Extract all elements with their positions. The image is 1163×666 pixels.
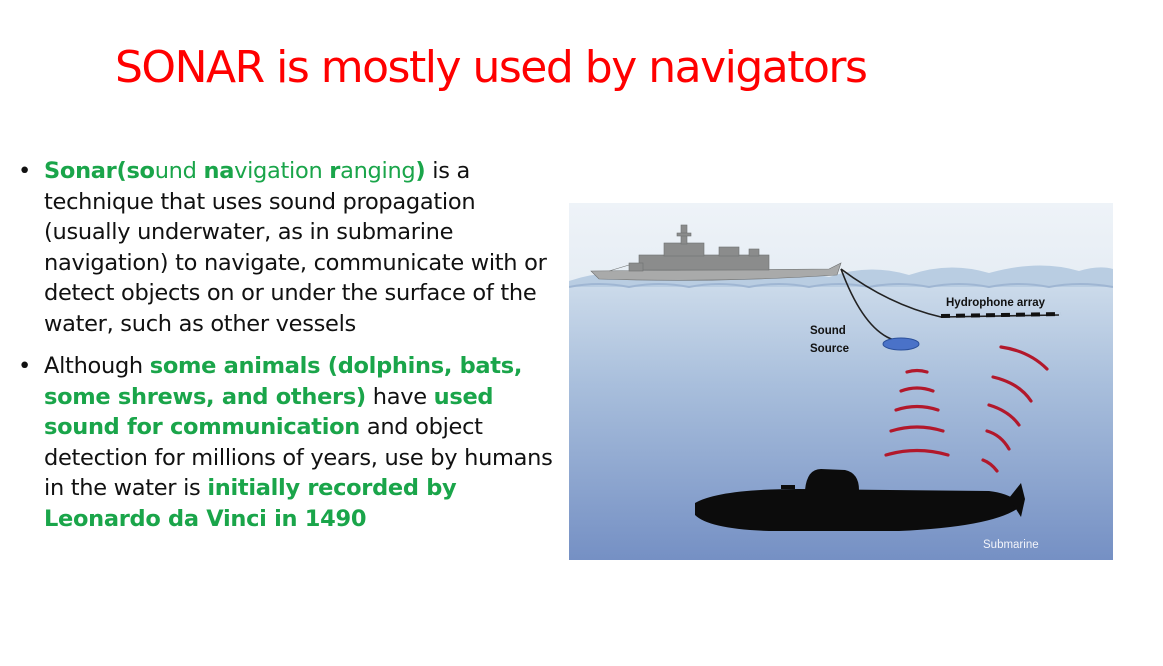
bullet2-body: and object detection for millions of years, use by humans in the water is — [44, 414, 553, 501]
bullet1-na: na — [203, 158, 235, 184]
source-label: Source — [810, 343, 849, 355]
bullet2-leonardo: initially recorded by Leonardo da Vinci in 1490 — [44, 475, 457, 532]
bullet2-used-sound: used sound for communication — [44, 383, 494, 440]
bullet1-r: r — [329, 158, 341, 184]
bullet2-although: Although — [44, 353, 150, 379]
bullet2-have: have — [365, 383, 434, 410]
bullet1-close-paren: ) — [415, 158, 426, 184]
sonar-diagram-svg — [569, 203, 1113, 560]
hydrophone-label: Hydrophone array — [946, 297, 1046, 309]
bullet2-animals: some animals (dolphins, bats, some shrews, and others) — [44, 353, 523, 410]
slide-title: SONAR is mostly used by navigators — [115, 42, 867, 93]
bullet1-und: und — [154, 158, 204, 184]
bullet-animal-history — [18, 351, 566, 534]
submarine-label: Submarine — [983, 539, 1039, 551]
sound-source-icon — [883, 338, 919, 350]
bullet1-so: so — [126, 158, 155, 184]
bullet1-anging: anging — [340, 158, 416, 184]
bullet1-vigation: vigation — [234, 158, 330, 184]
sonar-diagram — [569, 203, 1113, 560]
bullet-list — [18, 156, 566, 546]
sound-label: Sound — [810, 325, 846, 337]
bullet-sonar-definition — [18, 156, 566, 339]
bullet1-term: Sonar( — [44, 158, 127, 184]
bullet1-body: is a technique that uses sound propagation (usually underwater, as in submarine navigation) to navigate, communicate with or detect objects on or under the surface of the water, such as other vessels — [44, 158, 547, 337]
bullet-dot: • — [18, 158, 31, 184]
bullet-dot: • — [18, 353, 31, 379]
